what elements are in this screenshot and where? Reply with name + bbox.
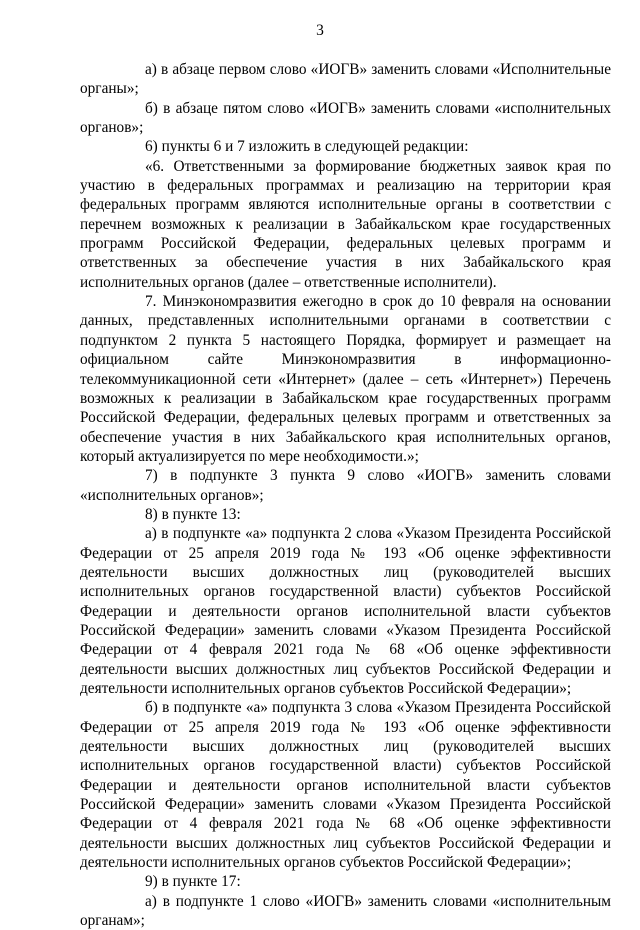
paragraph-point-7-text: 7. Минэкономразвития ежегодно в срок до 10 февраля на основании данных, представленных исполнительными органами в соответствии с подпунктом 2 пункта 5 настоящего Порядка, формирует и размещает на официальном сайте Минэкономразвития в информационно-телекоммуникационной сети «Интернет» (далее – сеть «Интернет») Перечень возможных к реализации в Забайкальском крае государственных программ Российской Федерации, федеральных целевых программ и ответственных за обеспечение участия в них Забайкальского края исполнительных органов, который актуализируется по мере необходимости.»; — [80, 293, 611, 465]
paragraph-item-8-b: б) в подпункте «а» подпункта 3 слова «Указом Президента Российской Федерации от 25 апреля 2019 года № 193 «Об оценке эффективности деятельности высших должностных лиц (руководителей высших исполнительных органов государственной власти) субъектов Российской Федерации и деятельности органов исполнительной власти субъектов Российской Федерации» заменить словами «Указом Президента Российской Федерации от 4 февраля 2021 года № 68 «Об оценке эффективности деятельности высших должностных лиц субъектов Российской Федерации и деятельности исполнительных органов субъектов Российской Федерации»; — [80, 699, 611, 872]
paragraph-item-6-header: 6) пункты 6 и 7 изложить в следующей редакции: — [145, 138, 469, 156]
paragraph-item-9-a: а) в подпункте 1 слово «ИОГВ» заменить словами «исполнительным органам»; — [80, 892, 611, 930]
paragraph-item-8-a: а) в подпункте «а» подпункта 2 слова «Указом Президента Российской Федерации от 25 апреля 2019 года № 193 «Об оценке эффективности деятельности высших должностных лиц (руководителей высших исполнительных органов государственной власти) субъектов Российской Федерации и деятельности органов исполнительной власти субъектов Российской Федерации» заменить словами «Указом Президента Российской Федерации от 4 февраля 2021 года № 68 «Об оценке эффективности деятельности высших должностных лиц субъектов Российской Федерации и деятельности исполнительных органов субъектов Российской Федерации»; — [80, 525, 611, 697]
paragraph-item-9-header: 9) в пункте 17: — [145, 873, 241, 891]
paragraph-item-8-header: 8) в пункте 13: — [145, 505, 241, 523]
document-body — [80, 60, 611, 930]
paragraph-point-6-text: «6. Ответственными за формирование бюджетных заявок края по участию в федеральных программах и реализацию на территории края федеральных программ являются исполнительные органы в соответствии с перечнем возможных к реализации в Забайкальском крае государственных программ Российской Федерации, федеральных целевых программ и ответственных за обеспечение участия в них Забайкальского края исполнительных органов (далее – ответственные исполнители). — [80, 157, 611, 291]
paragraph-amend-a-first-abzac: а) в абзаце первом слово «ИОГВ» заменить словами «Исполнительные органы»; — [80, 61, 611, 98]
page-number: 3 — [316, 22, 324, 39]
paragraph-item-7: 7) в подпункте 3 пункта 9 слово «ИОГВ» заменить словами «исполнительных органов»; — [80, 467, 611, 504]
paragraph-amend-b-fifth-abzac: б) в абзаце пятом слово «ИОГВ» заменить словами «исполнительных органов»; — [80, 99, 611, 137]
